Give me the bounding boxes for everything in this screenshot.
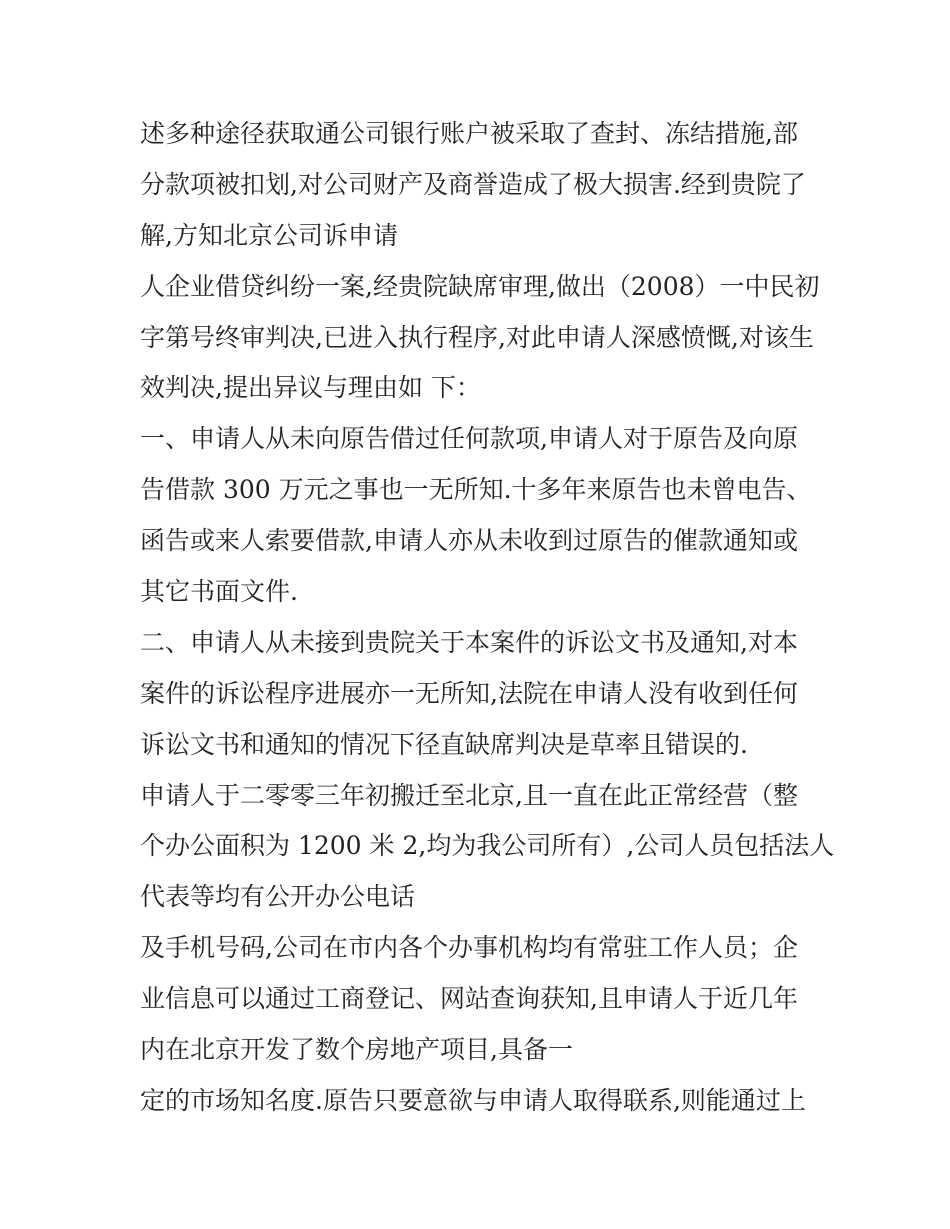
text-line: 申请人于二零零三年初搬迁至北京,且一直在此正常经营（整 [140,780,798,810]
text-line: 内在北京开发了数个房地产项目,具备一 [140,1035,573,1065]
text-line: 及手机号码,公司在市内各个办事机构均有常驻工作人员；企 [140,933,798,963]
text-line: 代表等均有公开办公电话 [140,882,416,912]
text-line: 述多种途径获取通公司银行账户被采取了查封、冻结措施,部 [140,119,798,148]
text-line: 诉讼文书和通知的情况下径直缺席判决是草率且错误的. [140,729,748,759]
text-line: 业信息可以通过工商登记、网站查询获知,且申请人于近几年 [140,984,798,1014]
text-line: 人企业借贷纠纷一案,经贵院缺席审理,做出（2008）一中民初 [140,271,820,301]
text-line: 效判决,提出异议与理由如 下： [140,373,481,403]
text-line: 二、申请人从未接到贵院关于本案件的诉讼文书及通知,对本 [140,627,798,657]
text-line: 定的市场知名度.原告只要意欲与申请人取得联系,则能通过上 [140,1085,806,1115]
document-body [140,109,835,1127]
text-line: 其它书面文件. [140,577,298,607]
text-line: 分款项被扣划,对公司财产及商誉造成了极大损害.经到贵院了 [140,169,806,199]
text-line: 告借款 300 万元之事也一无所知.十多年来原告也未曾电告、 [140,475,812,505]
text-line: 案件的诉讼程序进展亦一无所知,法院在申请人没有收到任何 [140,678,798,708]
text-line: 解,方知北京公司诉申请 [140,220,398,250]
text-line: 个办公面积为 1200 米 2,均为我公司所有）,公司人员包括法人 [140,831,835,861]
text-line: 函告或来人索要借款,申请人亦从未收到过原告的催款通知或 [140,526,798,556]
text-line: 一、申请人从未向原告借过任何款项,申请人对于原告及向原 [140,424,798,454]
text-line: 字第号终审判决,已进入执行程序,对此申请人深感愤慨,对该生 [140,322,814,352]
